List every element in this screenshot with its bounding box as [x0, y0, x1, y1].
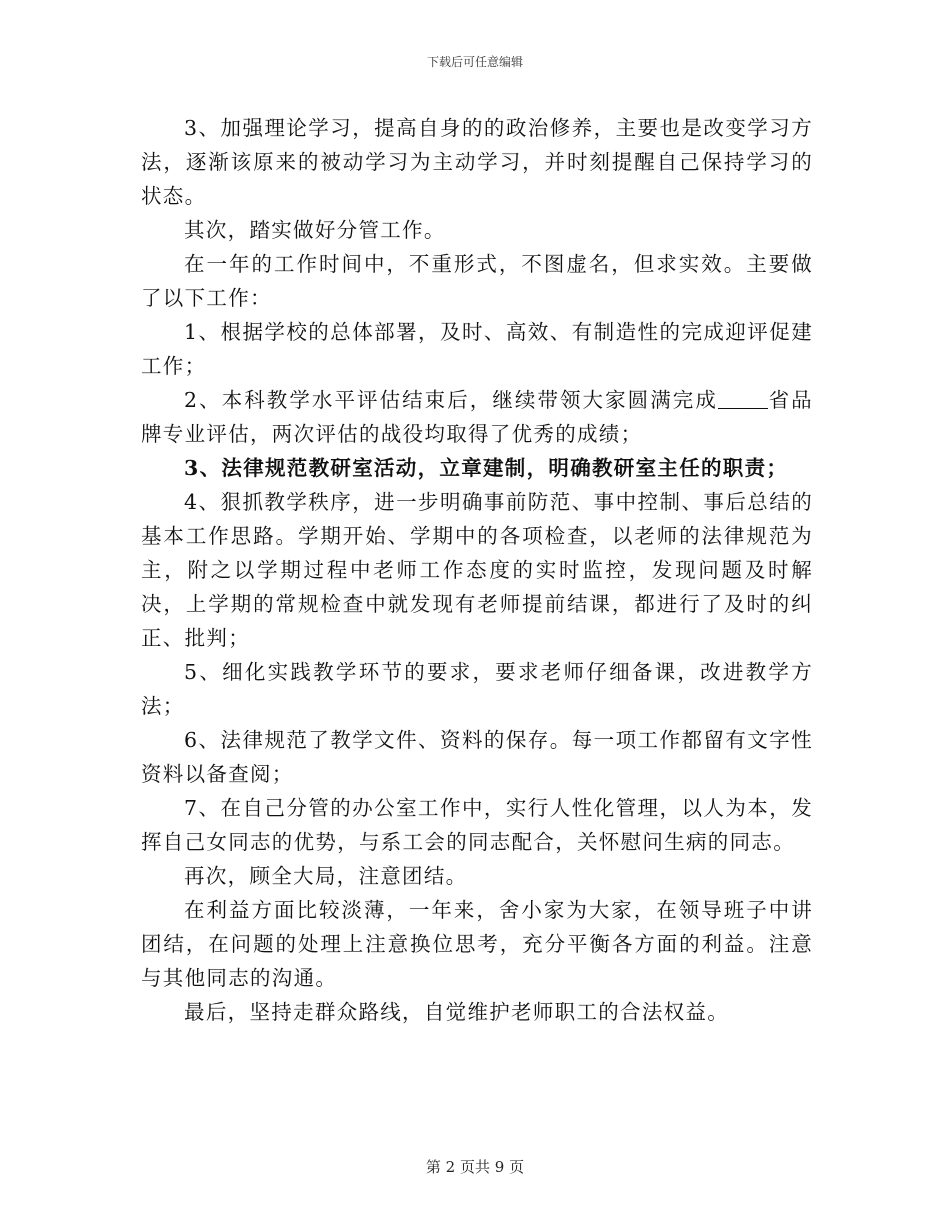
- document-body: [141, 111, 813, 1029]
- paragraph-item-4: 4、狠抓教学秩序，进一步明确事前防范、事中控制、事后总结的基本工作思路。学期开始、学期中的各项检查，以老师的法律规范为主，附之以学期过程中老师工作态度的实时监控，发现问题及时解决，上学期的常规检查中就发现有老师提前结课，都进行了及时的纠正、批判；: [141, 490, 813, 650]
- page-header: 下载后可任意编辑: [426, 55, 523, 69]
- paragraph-item-6: 6、法律规范了教学文件、资料的保存。每一项工作都留有文字性资料以备查阅；: [141, 728, 813, 786]
- paragraph-item-1: 1、根据学校的总体部署，及时、高效、有制造性的完成迎评促建工作；: [141, 320, 813, 378]
- paragraph-work-intro: 在一年的工作时间中，不重形式，不图虚名，但求实效。主要做了以下工作：: [141, 252, 813, 310]
- paragraph-item-5: 5、细化实践教学环节的要求，要求老师仔细备课，改进教学方法；: [141, 660, 813, 718]
- paragraph-item-2-before: 2、本科教学水平评估结束后，继续带领大家圆满完成: [184, 388, 718, 412]
- page-footer: 第 2 页共 9 页: [425, 1158, 525, 1176]
- paragraph-item-7: 7、在自己分管的办公室工作中，实行人性化管理，以人为本，发挥自己女同志的优势，与系工会的同志配合，关怀慰问生病的同志。: [141, 796, 813, 854]
- paragraph-secondly: 其次，踏实做好分管工作。: [184, 218, 446, 242]
- paragraph-thirdly: 再次，顾全大局，注意团结。: [184, 864, 468, 888]
- paragraph-unity: 在利益方面比较淡薄，一年来，舍小家为大家，在领导班子中讲团结，在问题的处理上注意换位思考，充分平衡各方面的利益。注意与其他同志的沟通。: [141, 898, 813, 990]
- fill-in-blank: [718, 388, 768, 410]
- paragraph-finally: 最后，坚持走群众路线，自觉维护老师职工的合法权益。: [184, 1000, 730, 1024]
- paragraph-item-2: [141, 383, 813, 451]
- paragraph-study: 3、加强理论学习，提高自身的的政治修养，主要也是改变学习方法，逐渐该原来的被动学习为主动学习，并时刻提醒自己保持学习的状态。: [141, 116, 813, 208]
- paragraph-item-2-after: 省品牌专业评估，两次评估的战役均取得了优秀的成绩；: [141, 388, 813, 446]
- paragraph-item-3-bold: 3、法律规范教研室活动，立章建制，明确教研室主任的职责；: [184, 456, 789, 480]
